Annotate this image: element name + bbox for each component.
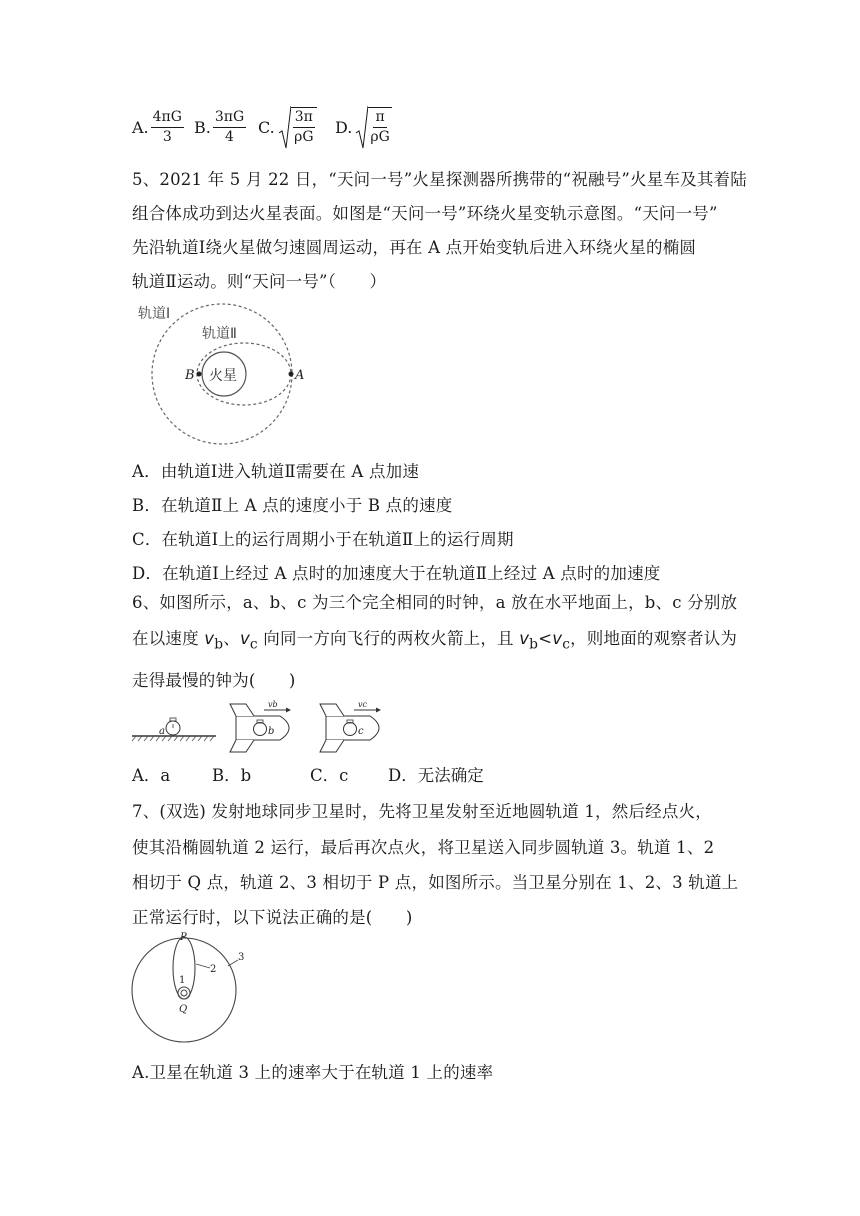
satellite-orbit-diagram <box>128 928 248 1048</box>
sqrt-expression <box>279 105 317 149</box>
orbit-1-circle <box>178 987 190 999</box>
earth <box>181 990 187 996</box>
q5-option-d[interactable]: D．在轨道Ⅰ上经过 A 点时的加速度大于在轨道Ⅱ上经过 A 点时的加速度 <box>132 564 661 583</box>
q5-stem-line: 组合体成功到达火星表面。如图是“天问一号”环绕火星变轨示意图。“天问一号” <box>132 204 718 223</box>
orbit-2-label: 轨道Ⅱ <box>202 326 237 342</box>
q4-option-d[interactable]: D. $\frac{\pi}{\rho G}$ <box>335 104 392 150</box>
q5-stem-line: 5、2021 年 5 月 22 日，“天问一号”火星探测器所携带的“祝融号”火星车及其着陆 <box>132 170 747 189</box>
sqrt-expression <box>356 105 391 149</box>
point-b-label: B <box>185 368 195 383</box>
orbit-3-label: 3 <box>238 952 245 963</box>
fraction: $\frac{3\pi G}{4}$ <box>214 108 245 145</box>
q4-option-b[interactable]: B. $\frac{3\pi G}{4}$ <box>194 108 245 145</box>
fraction: $\frac{4\pi G}{3}$ <box>152 108 182 145</box>
q7-stem-line: 使其沿椭圆轨道 2 运行，最后再次点火，将卫星送入同步圆轨道 3。轨道 1、2 <box>132 838 715 857</box>
rocket-c <box>320 700 381 752</box>
q4-option-c[interactable]: C. $\frac{3\pi}{\rho G}$ <box>258 104 317 150</box>
svg-text:b: b <box>268 726 275 737</box>
ground-clock-a <box>132 718 216 741</box>
q5-stem-line: 先沿轨道Ⅰ绕火星做匀速圆周运动，再在 A 点开始变轨后进入环绕火星的椭圆 <box>132 238 697 257</box>
q7-option-a[interactable]: A.卫星在轨道 3 上的速率大于在轨道 1 上的速率 <box>132 1063 494 1082</box>
orbit-2-label: 2 <box>210 964 217 975</box>
planet-label: 火星 <box>209 368 237 384</box>
q7-stem-line: 正常运行时，以下说法正确的是( ) <box>132 908 413 927</box>
svg-text:vb: vb <box>268 700 278 709</box>
q6-stem-line: 在以速度 $v_b$、$v_c$ 向同一方向飞行的两枚火箭上，且 $v_b<v_c$，则地面的观察者认为 <box>132 629 738 653</box>
svg-text:c: c <box>358 726 364 737</box>
q5-option-a[interactable]: A．由轨道Ⅰ进入轨道Ⅱ需要在 A 点加速 <box>132 462 420 481</box>
q6-stem-line: 6、如图所示，a、b、c 为三个完全相同的时钟，a 放在水平地面上，b、c 分别放 <box>132 593 738 612</box>
fraction: $\frac{\pi}{\rho G}$ <box>370 109 390 145</box>
q7-stem-line: 7、(双选) 发射地球同步卫星时，先将卫星发射至近地圆轨道 1，然后经点火， <box>132 802 712 821</box>
point-q-label: Q <box>179 1004 188 1015</box>
svg-text:vc: vc <box>358 700 367 709</box>
mars-orbit-diagram <box>130 298 310 446</box>
q5-option-b[interactable]: B．在轨道Ⅱ上 A 点的速度小于 B 点的速度 <box>132 496 453 515</box>
q6-choice-b[interactable]: B．b <box>212 766 252 785</box>
q6-choice-c[interactable]: C．c <box>310 766 349 785</box>
fraction: $\frac{3\pi}{\rho G}$ <box>291 107 317 147</box>
q5-option-c[interactable]: C．在轨道Ⅰ上的运行周期小于在轨道Ⅱ上的运行周期 <box>132 530 514 549</box>
q5-stem-line: 轨道Ⅱ运动。则“天问一号”（ ） <box>132 272 387 291</box>
q6-choice-a[interactable]: A．a <box>132 766 171 785</box>
q7-stem-line: 相切于 Q 点，轨道 2、3 相切于 P 点，如图所示。当卫星分别在 1、2、3 轨道上 <box>132 873 739 892</box>
rocket-b <box>230 700 291 752</box>
point-a-dot <box>289 372 294 377</box>
svg-text:a: a <box>159 726 165 737</box>
q4-option-a[interactable]: A. $\frac{4\pi G}{3}$ <box>132 108 182 145</box>
radical-sign <box>356 105 368 149</box>
point-p-label: P <box>180 932 187 943</box>
point-b-dot <box>197 372 202 377</box>
q6-stem-line: 走得最慢的钟为( ) <box>132 671 296 690</box>
orbit-1-label: 轨道Ⅰ <box>138 306 171 322</box>
q6-choice-d[interactable]: D．无法确定 <box>388 766 484 785</box>
radical-sign <box>279 105 291 149</box>
clocks-rockets-figure <box>130 698 390 754</box>
point-a-label: A <box>295 368 305 383</box>
orbit-1-label: 1 <box>179 975 186 986</box>
